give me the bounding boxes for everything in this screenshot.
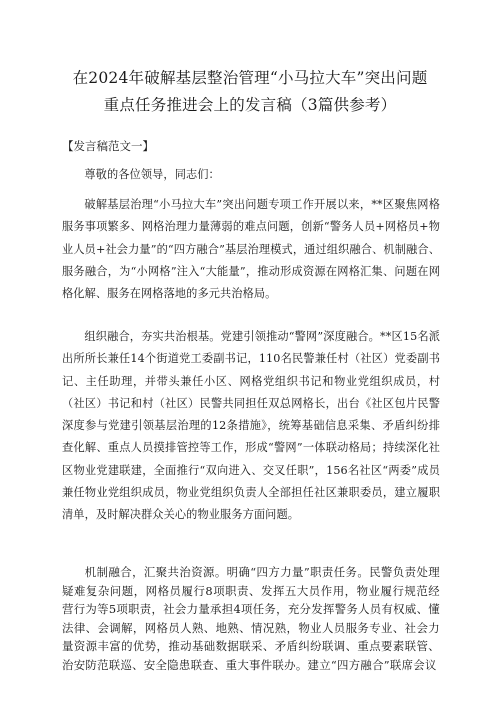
paragraph-mechanism-fusion: 机制融合，汇聚共治资源。明确“四方力量”职责任务。民警负责处理疑难复杂问题，网格员履行8项职责、发挥五大员作用，物业履行规范经营行为等5项职责，社会力量承担4项任务，充分发挥警务人员有权威、懂法律、会调解，网格员人熟、地熟、情况熟，物业人员服务专业、社会力量资源丰富的优势，推动基础数据联采、矛盾纠纷联调、重点要素联管、治安防范联巡、安全隐患联查、重大事件联办。建立“四方融合”联席会议 bbox=[62, 565, 440, 672]
paragraph-salutation: 尊敬的各位领导，同志们： bbox=[84, 168, 220, 181]
document-title-line-2: 重点任务推进会上的发言稿（3篇供参考） bbox=[103, 96, 397, 114]
section-label: 【发言稿范文一】 bbox=[62, 139, 154, 153]
paragraph-intro: 破解基层治理“小马拉大车”突出问题专项工作开展以来，**区聚焦网格服务事项繁多、网格治理力量薄弱的难点问题，创新“警务人员+网格员+物业人员+社会力量”的“四方融合”基层治理模式，通过组织融合、机制融合、服务融合，为“小网格”注入“大能量”，推动形成资源在网格汇集、问题在网格化解、服务在网格落地的多元共治格局。 bbox=[62, 198, 440, 301]
document-title-line-1: 在2024年破解基层整治管理“小马拉大车”突出问题 bbox=[72, 69, 428, 87]
paragraph-organization-fusion: 组织融合，夯实共治根基。党建引领推动“警网”深度融合。**区15名派出所所长兼任14个街道党工委副书记，110名民警兼任村（社区）党委副书记、主任助理，并带头兼任小区、网格党组织书记和物业党组织成员，村（社区）书记和村（社区）民警共同担任双总网格长，出台《社区包片民警深度参与党建引领基层治理的12条措施》，统筹基础信息采集、矛盾纠纷排查化解、重点人员摸排管控等工作，形成“警网”一体联动格局；持续深化社区物业党建联建，全面推行“双向进入、交叉任职”，156名社区“两委”成员兼任物业党组织成员，物业党组织负责人全部担任社区兼职委员，建立履职清单，及时解决群众关心的物业服务方面问题。 bbox=[62, 330, 440, 522]
